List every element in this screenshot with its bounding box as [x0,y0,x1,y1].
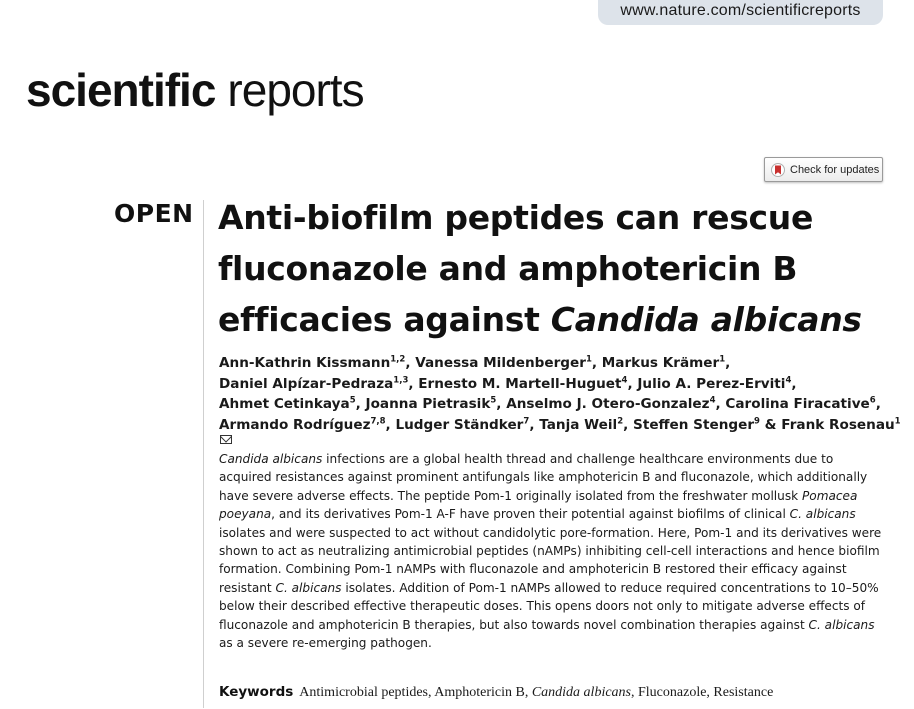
author-name[interactable]: Ahmet Cetinkaya [219,396,350,412]
journal-name-light: reports [227,64,364,116]
author-separator: , [791,375,797,392]
author-affiliation: 9 [754,415,760,426]
keywords [219,681,899,701]
check-for-updates-button[interactable] [764,157,883,182]
author-affiliation: 4 [709,395,716,406]
title-text: Anti-biofilm peptides can rescue fluconazole and amphotericin B efficacies against [218,198,814,339]
author-separator: , [627,375,638,392]
journal-name-bold: scientific [26,64,216,116]
crossmark-badge-icon [771,163,785,177]
journal-logo[interactable] [26,62,364,118]
author-name[interactable]: Armando Rodríguez [219,416,371,433]
author-separator: , [529,416,540,433]
author-affiliation: 4 [621,374,628,385]
abstract-text [219,450,887,652]
keywords-text: Antimicrobial peptides, Amphotericin B, [299,685,532,700]
author-affiliation: 2 [617,415,624,426]
author-affiliation: 1 [585,354,592,365]
article-title [218,192,908,345]
author-affiliation: 5 [490,395,497,406]
author-separator: , [405,355,416,371]
margin-divider [203,200,204,708]
author-affiliation: 6 [869,395,876,406]
author-affiliation: 7 [523,415,530,426]
author-separator: , [496,396,507,412]
author-separator: , [591,355,602,371]
author-separator: , [385,416,396,433]
author-name[interactable]: Markus Krämer [601,355,720,371]
abstract-segment: as a severe re-emerging pathogen. [219,636,432,651]
abstract-species: Candida albicans [219,452,323,466]
keywords-label: Keywords [219,684,294,700]
author-separator: & [759,416,782,433]
journal-url[interactable]: www.nature.com/scientificreports [598,0,883,25]
author-name[interactable]: Carolina Firacative [725,396,870,412]
author-name[interactable]: Vanessa Mildenberger [415,355,586,371]
author-name[interactable]: Ann-Kathrin Kissmann [219,355,391,371]
abstract-species: C. albicans [789,507,856,522]
envelope-icon[interactable] [220,435,232,444]
author-list [219,353,904,457]
author-name[interactable]: Ernesto M. Martell-Huguet [418,375,622,392]
author-name[interactable]: Ludger Ständker [395,416,524,433]
abstract-segment: isolates and were suspected to act without candidolytic pore-formation. Here, Pom-1 and its derivatives were shown to act as neutralizing antimicrobial peptides (nAMPs) inhibiting cell-cell interactions and hence biofilm formation. Combining Pom-1 nAMPs with fluconazole and amphotericin B restored their efficacy against resistant [219,525,882,595]
abstract-species: C. albicans [275,580,342,595]
author-separator: , [623,416,634,433]
author-affiliation: 1 [894,415,901,426]
abstract-segment: isolates. Addition of Pom-1 nAMPs allowed to reduce required concentrations to 10–50% below their described effective therapeutic doses. This opens doors not only to mitigate adverse effects of fluconazole and amphotericin B therapies, but also towards novel combination therapies against [219,580,879,632]
author-affiliation: 1,2 [390,354,406,365]
keywords-list [299,685,773,700]
author-name[interactable]: Anselmo J. Otero-Gonzalez [506,396,710,412]
author-separator: , [875,396,881,412]
keywords-text: , Fluconazole, Resistance [631,685,774,700]
author-affiliation: 4 [785,374,792,385]
author-affiliation: 1 [719,354,726,365]
keywords-species: Candida albicans [531,685,631,700]
author-separator: , [715,396,726,412]
author-separator: , [355,396,366,412]
author-name[interactable]: Steffen Stenger [633,416,755,433]
abstract [219,450,887,652]
author-separator: , [725,355,731,371]
abstract-segment: , and its derivatives Pom-1 A-F have proven their potential against biofilms of clinical [271,507,790,522]
author-name[interactable]: Tanja Weil [539,416,618,433]
author-name[interactable]: Julio A. Perez-Erviti [637,375,786,392]
check-for-updates-label: Check for updates [790,163,880,176]
open-access-label: OPEN [114,199,194,228]
title-species: Candida albicans [550,300,862,339]
author-name[interactable]: Joanna Pietrasik [365,396,491,412]
author-affiliation: 5 [349,395,356,406]
author-affiliation: 7,8 [370,415,386,426]
author-name[interactable]: Daniel Alpízar-Pedraza [219,375,394,392]
abstract-segment: infections are a global health thread and challenge healthcare environments due to acquired resistances against prominent antifungals like amphotericin B and fluconazole, which additionally have severe adverse effects. The peptide Pom-1 originally isolated from the freshwater mollusk [219,452,868,503]
author-affiliation: 1,3 [393,374,409,385]
abstract-species: Pomacea poeyana [219,488,858,522]
author-separator: , [408,375,419,392]
author-name[interactable]: Frank Rosenau [781,416,895,433]
abstract-species: C. albicans [808,617,875,632]
